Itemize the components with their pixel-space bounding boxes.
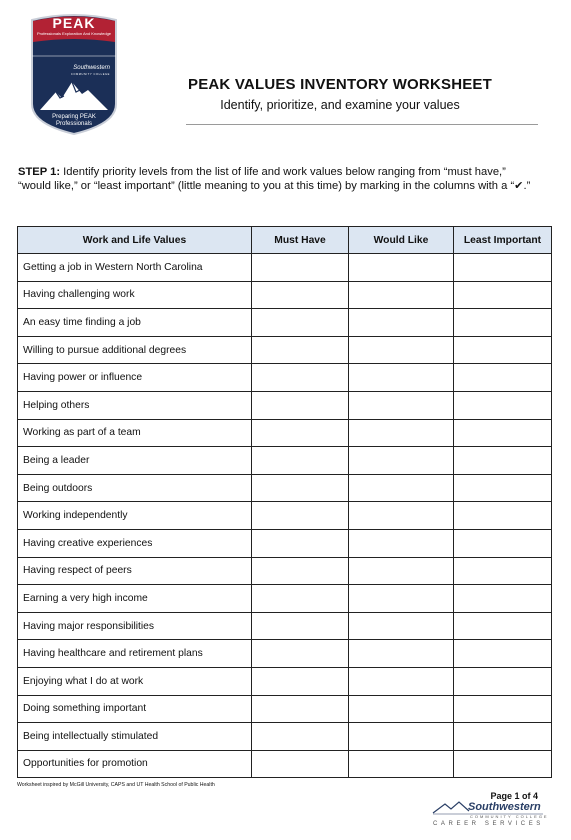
- value-label: Helping others: [18, 391, 252, 419]
- would-like-cell[interactable]: [349, 309, 454, 337]
- table-row: [18, 419, 552, 447]
- footer-logo-sub: COMMUNITY COLLEGE: [470, 814, 549, 819]
- must-have-cell[interactable]: [252, 502, 349, 530]
- would-like-cell[interactable]: [349, 254, 454, 282]
- must-have-cell[interactable]: [252, 364, 349, 392]
- table-row: [18, 585, 552, 613]
- least-important-cell[interactable]: [454, 667, 552, 695]
- peak-logo: [22, 12, 126, 136]
- must-have-cell[interactable]: [252, 447, 349, 475]
- would-like-cell[interactable]: [349, 336, 454, 364]
- least-important-cell[interactable]: [454, 750, 552, 778]
- would-like-cell[interactable]: [349, 723, 454, 751]
- value-label: Having healthcare and retirement plans: [18, 640, 252, 668]
- would-like-cell[interactable]: [349, 667, 454, 695]
- value-label: Having respect of peers: [18, 557, 252, 585]
- page-title: PEAK VALUES INVENTORY WORKSHEET: [187, 76, 493, 93]
- value-label: Being outdoors: [18, 474, 252, 502]
- least-important-cell[interactable]: [454, 529, 552, 557]
- table-row: [18, 502, 552, 530]
- page-subtitle: Identify, prioritize, and examine your values: [220, 98, 460, 112]
- table-row: [18, 474, 552, 502]
- table-body: [18, 254, 552, 778]
- table-row: [18, 667, 552, 695]
- table-row: [18, 391, 552, 419]
- header-least-important: Least Important: [454, 227, 552, 254]
- header-work-life-values: Work and Life Values: [18, 227, 252, 254]
- least-important-cell[interactable]: [454, 723, 552, 751]
- must-have-cell[interactable]: [252, 336, 349, 364]
- footnote: Worksheet inspired by McGill University, CAPS and UT Health School of Public Health: [17, 782, 215, 788]
- would-like-cell[interactable]: [349, 585, 454, 613]
- logo-college-sub: COMMUNITY COLLEGE: [70, 73, 110, 76]
- would-like-cell[interactable]: [349, 364, 454, 392]
- logo-college: Southwestern: [73, 65, 110, 71]
- table-row: [18, 447, 552, 475]
- step-instructions: [18, 165, 540, 193]
- value-label: Having creative experiences: [18, 529, 252, 557]
- page-number: Page 1 of 4: [490, 791, 538, 801]
- would-like-cell[interactable]: [349, 612, 454, 640]
- must-have-cell[interactable]: [252, 723, 349, 751]
- value-label: Working as part of a team: [18, 419, 252, 447]
- table-row: [18, 281, 552, 309]
- value-label: Getting a job in Western North Carolina: [18, 254, 252, 282]
- must-have-cell[interactable]: [252, 474, 349, 502]
- must-have-cell[interactable]: [252, 419, 349, 447]
- would-like-cell[interactable]: [349, 529, 454, 557]
- must-have-cell[interactable]: [252, 640, 349, 668]
- header-must-have: Must Have: [252, 227, 349, 254]
- header-would-like: Would Like: [349, 227, 454, 254]
- value-label: Working independently: [18, 502, 252, 530]
- table-row: [18, 695, 552, 723]
- step-text: Identify priority levels from the list of life and work values below ranging from “must have,” “would like,” or “least important” (little meaning to you at this time) by marking in the columns with a “✔.”: [18, 166, 531, 192]
- value-label: An easy time finding a job: [18, 309, 252, 337]
- must-have-cell[interactable]: [252, 281, 349, 309]
- must-have-cell[interactable]: [252, 667, 349, 695]
- footer-logo-dept: CAREER SERVICES: [433, 821, 544, 827]
- least-important-cell[interactable]: [454, 336, 552, 364]
- table-row: [18, 254, 552, 282]
- least-important-cell[interactable]: [454, 447, 552, 475]
- would-like-cell[interactable]: [349, 391, 454, 419]
- logo-tagline-line1: Preparing PEAK: [52, 114, 96, 120]
- step-label: STEP 1:: [18, 166, 61, 178]
- least-important-cell[interactable]: [454, 585, 552, 613]
- value-label: Enjoying what I do at work: [18, 667, 252, 695]
- least-important-cell[interactable]: [454, 281, 552, 309]
- would-like-cell[interactable]: [349, 419, 454, 447]
- value-label: Doing something important: [18, 695, 252, 723]
- least-important-cell[interactable]: [454, 391, 552, 419]
- value-label: Being a leader: [18, 447, 252, 475]
- table-row: [18, 529, 552, 557]
- would-like-cell[interactable]: [349, 447, 454, 475]
- would-like-cell[interactable]: [349, 640, 454, 668]
- least-important-cell[interactable]: [454, 612, 552, 640]
- must-have-cell[interactable]: [252, 529, 349, 557]
- least-important-cell[interactable]: [454, 474, 552, 502]
- values-table: [17, 226, 552, 778]
- must-have-cell[interactable]: [252, 612, 349, 640]
- value-label: Having major responsibilities: [18, 612, 252, 640]
- value-label: Having power or influence: [18, 364, 252, 392]
- value-label: Opportunities for promotion: [18, 750, 252, 778]
- would-like-cell[interactable]: [349, 281, 454, 309]
- least-important-cell[interactable]: [454, 419, 552, 447]
- must-have-cell[interactable]: [252, 557, 349, 585]
- least-important-cell[interactable]: [454, 502, 552, 530]
- would-like-cell[interactable]: [349, 474, 454, 502]
- value-label: Earning a very high income: [18, 585, 252, 613]
- logo-motto: Professionals Exploration And Knowledge: [36, 31, 112, 36]
- table-row: [18, 557, 552, 585]
- least-important-cell[interactable]: [454, 254, 552, 282]
- least-important-cell[interactable]: [454, 309, 552, 337]
- least-important-cell[interactable]: [454, 640, 552, 668]
- header-divider: [186, 124, 538, 125]
- footer-logo-name: Southwestern: [468, 801, 541, 813]
- must-have-cell[interactable]: [252, 750, 349, 778]
- table-row: [18, 750, 552, 778]
- logo-peak-text: PEAK: [52, 15, 96, 31]
- logo-tagline: [22, 114, 126, 128]
- would-like-cell[interactable]: [349, 695, 454, 723]
- table-row: [18, 723, 552, 751]
- value-label: Having challenging work: [18, 281, 252, 309]
- value-label: Willing to pursue additional degrees: [18, 336, 252, 364]
- would-like-cell[interactable]: [349, 502, 454, 530]
- table-row: [18, 309, 552, 337]
- would-like-cell[interactable]: [349, 750, 454, 778]
- table-row: [18, 364, 552, 392]
- must-have-cell[interactable]: [252, 391, 349, 419]
- must-have-cell[interactable]: [252, 695, 349, 723]
- least-important-cell[interactable]: [454, 364, 552, 392]
- table-row: [18, 612, 552, 640]
- table-row: [18, 336, 552, 364]
- value-label: Being intellectually stimulated: [18, 723, 252, 751]
- must-have-cell[interactable]: [252, 585, 349, 613]
- least-important-cell[interactable]: [454, 557, 552, 585]
- table-row: [18, 640, 552, 668]
- least-important-cell[interactable]: [454, 695, 552, 723]
- would-like-cell[interactable]: [349, 557, 454, 585]
- table-header-row: [18, 227, 552, 254]
- must-have-cell[interactable]: [252, 309, 349, 337]
- logo-tagline-line2: Professionals: [55, 121, 93, 127]
- must-have-cell[interactable]: [252, 254, 349, 282]
